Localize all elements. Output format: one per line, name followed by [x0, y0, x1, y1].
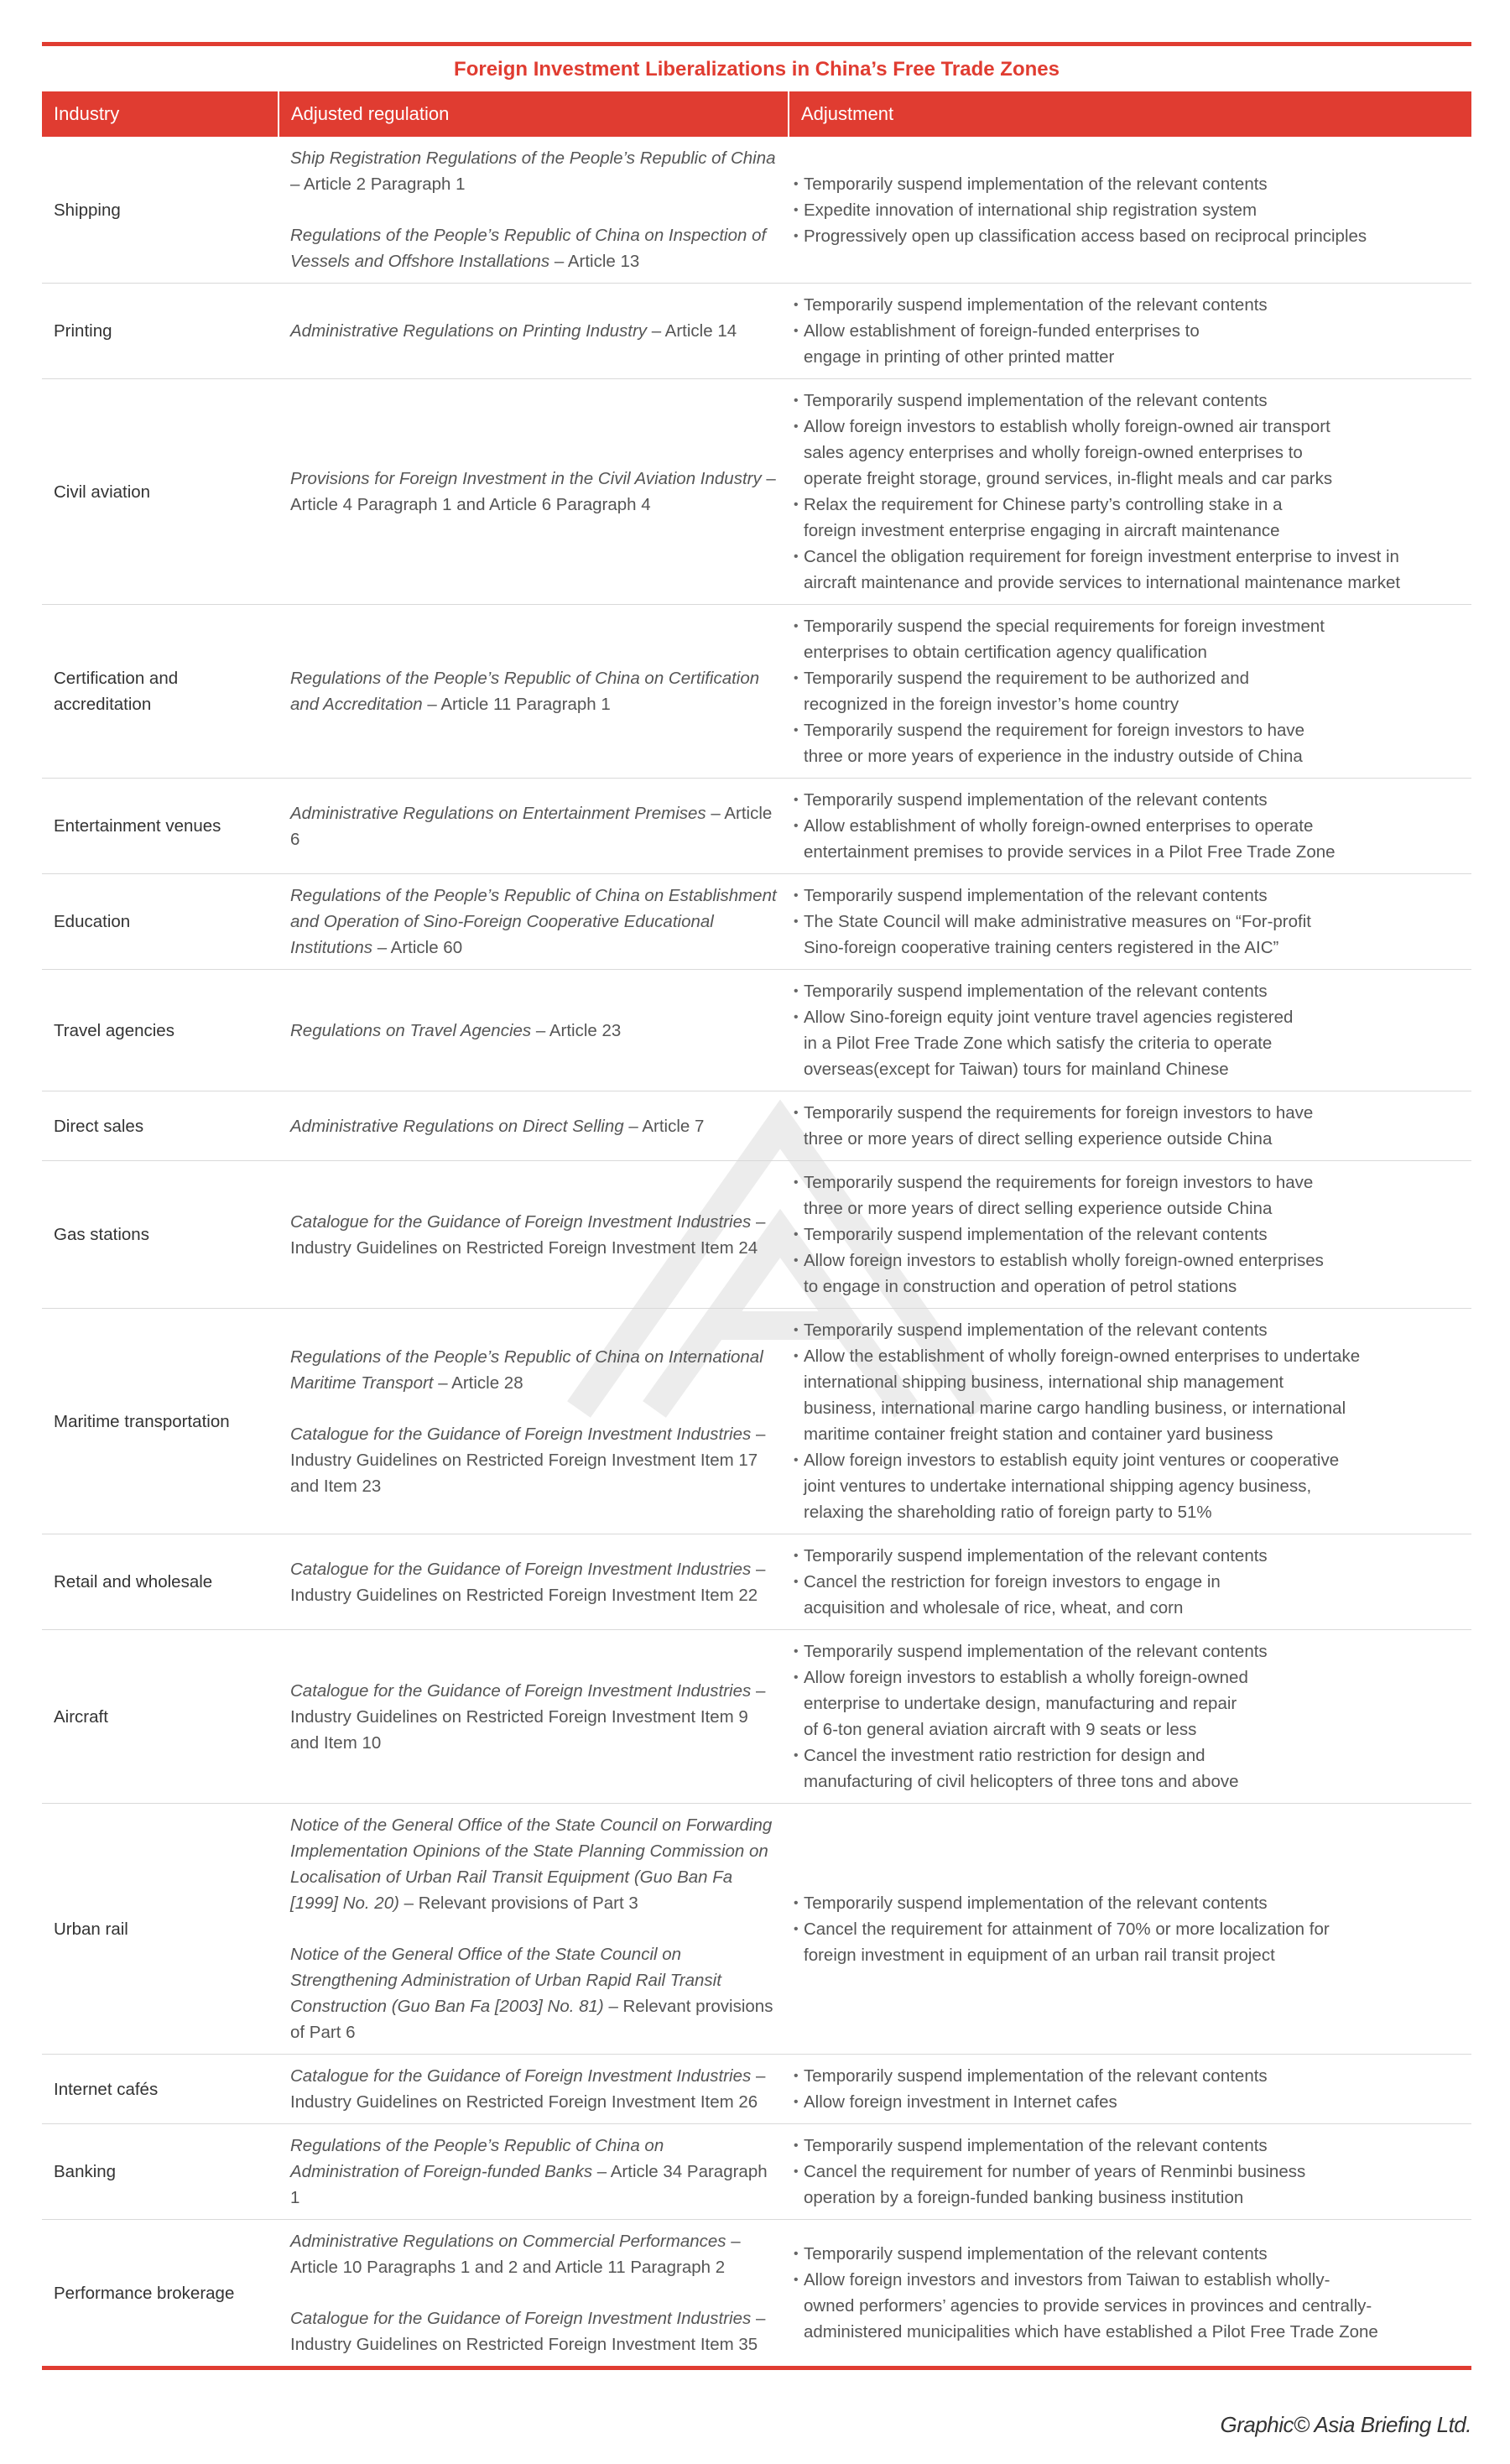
regulation-title: Catalogue for the Guidance of Foreign Investment Industries: [290, 1559, 752, 1579]
regulation-cell: [279, 1804, 789, 2055]
adjustment-item: • Allow foreign investors to establish a wholly foreign-owned enterprise to undertake design, manufacturing and repair of 6-ton general aviation aircraft with 9 seats or less: [794, 1664, 1460, 1743]
regulation-article: – Article 14: [647, 321, 737, 341]
regulation-cell: [279, 1091, 789, 1161]
regulation-article: – Article 34 Paragraph 1: [290, 2162, 768, 2207]
adjustment-item: • Temporarily suspend implementation of the relevant contents: [794, 388, 1460, 414]
industry-cell: Direct sales: [54, 1116, 144, 1136]
regulation-article: – Relevant provisions of Part 3: [398, 1894, 638, 1913]
adjustment-item: • Allow foreign investors to establish wholly foreign-owned enterprises to engage in construction and operation of petrol stations: [794, 1248, 1460, 1300]
table-row: [42, 2055, 1471, 2124]
table-row: [42, 970, 1471, 1091]
adjustment-item: • Temporarily suspend implementation of the relevant contents: [794, 2133, 1460, 2159]
regulation-article: – Article 4 Paragraph 1 and Article 6 Paragraph 4: [290, 469, 776, 514]
regulation-cell: [279, 605, 789, 779]
adjustment-item: • Allow establishment of wholly foreign-owned enterprises to operate entertainment premises to provide services in a Pilot Free Trade Zone: [794, 813, 1460, 865]
adjustment-item: • Allow foreign investors to establish equity joint ventures or cooperative joint ventures to undertake international shipping agency business, relaxing the shareholding ratio of foreign party to 51%: [794, 1447, 1460, 1525]
regulation-entry: [290, 1344, 777, 1396]
adjustment-item: • Cancel the requirement for number of years of Renminbi business operation by a foreign-funded banking business institution: [794, 2159, 1460, 2211]
industry-cell: Performance brokerage: [54, 2283, 235, 2303]
regulation-article: – Industry Guidelines on Restricted Foreign Investment Item 22: [290, 1559, 766, 1605]
regulation-cell: [279, 137, 789, 284]
adjustment-item: • Temporarily suspend the requirement for foreign investors to have three or more years of experience in the industry outside of China: [794, 717, 1460, 769]
regulation-title: Administrative Regulations on Entertainment Premises: [290, 803, 706, 823]
table-row: [42, 1534, 1471, 1630]
regulation-entry: [290, 2063, 777, 2115]
table-row: [42, 2124, 1471, 2220]
adjustment-cell: [789, 2220, 1471, 2367]
regulation-entry: [290, 2228, 777, 2280]
regulation-entry: [290, 2305, 777, 2357]
regulation-cell: [279, 2055, 789, 2124]
regulation-cell: [279, 1630, 789, 1804]
regulation-article: – Industry Guidelines on Restricted Foreign Investment Item 26: [290, 2066, 766, 2112]
adjustment-item: • Cancel the restriction for foreign investors to engage in acquisition and wholesale of rice, wheat, and corn: [794, 1569, 1460, 1621]
header-regulation: Adjusted regulation: [279, 91, 789, 137]
adjustment-item: • Temporarily suspend implementation of the relevant contents: [794, 1543, 1460, 1569]
regulation-entry: [290, 1209, 777, 1261]
regulation-title: Catalogue for the Guidance of Foreign Investment Industries: [290, 1680, 752, 1701]
table-row: [42, 779, 1471, 874]
regulation-title: Regulations of the People’s Republic of China on Establishment and Operation of Sino-Foreign Cooperative Educational Institutions: [290, 886, 777, 957]
adjustment-item: • Allow the establishment of wholly foreign-owned enterprises to undertake international shipping business, international ship management business, international marine cargo handling business, or international maritime container freight station and container yard business: [794, 1343, 1460, 1447]
regulation-cell: [279, 874, 789, 970]
regulation-title: Catalogue for the Guidance of Foreign Investment Industries: [290, 2066, 752, 2086]
regulation-article: – Article 23: [531, 1020, 622, 1040]
adjustment-list: [794, 388, 1460, 596]
regulation-title: Notice of the General Office of the State Council on Strengthening Administration of Urban Rapid Rail Transit Construction (Guo Ban Fa [2003] No. 81): [290, 1945, 721, 2016]
regulation-title: Catalogue for the Guidance of Foreign Investment Industries: [290, 2309, 752, 2328]
header-adjustment: Adjustment: [789, 91, 1471, 137]
adjustment-item: • Temporarily suspend implementation of the relevant contents: [794, 292, 1460, 318]
adjustment-cell: [789, 137, 1471, 284]
regulation-title: Regulations of the People’s Republic of China on Certification and Accreditation: [290, 669, 760, 714]
adjustment-item: • Temporarily suspend implementation of the relevant contents: [794, 2063, 1460, 2089]
adjustment-list: [794, 613, 1460, 769]
table-row: [42, 605, 1471, 779]
adjustment-cell: [789, 2124, 1471, 2220]
industry-cell: Certification and accreditation: [54, 669, 179, 714]
industry-cell: Printing: [54, 321, 112, 341]
adjustment-item: • Expedite innovation of international ship registration system: [794, 197, 1460, 223]
regulation-article: – Article 7: [623, 1116, 705, 1136]
table-row: [42, 1804, 1471, 2055]
regulation-cell: [279, 2124, 789, 2220]
adjustment-cell: [789, 970, 1471, 1091]
table-row: [42, 2220, 1471, 2367]
industry-cell: Travel agencies: [54, 1020, 174, 1040]
graphic-credit: Graphic© Asia Briefing Ltd.: [1220, 2412, 1471, 2437]
regulation-entry: [290, 222, 777, 274]
adjustment-list: [794, 978, 1460, 1082]
adjustment-list: [794, 292, 1460, 370]
table-row: [42, 1309, 1471, 1534]
industry-cell: Banking: [54, 2162, 117, 2181]
regulation-table: [42, 91, 1471, 2366]
table-row: [42, 1091, 1471, 1161]
regulation-entry: [290, 1678, 777, 1756]
adjustment-cell: [789, 1630, 1471, 1804]
regulation-entry: [290, 1113, 777, 1139]
adjustment-list: [794, 1543, 1460, 1621]
regulation-cell: [279, 284, 789, 379]
adjustment-list: [794, 1317, 1460, 1525]
adjustment-item: • Allow foreign investment in Internet cafes: [794, 2089, 1460, 2115]
table-row: [42, 137, 1471, 284]
bottom-rule: [42, 2366, 1471, 2370]
regulation-title: Ship Registration Regulations of the People’s Republic of China: [290, 148, 776, 168]
adjustment-list: [794, 787, 1460, 865]
document: [42, 42, 1471, 2370]
regulation-cell: [279, 1534, 789, 1630]
adjustment-list: [794, 2133, 1460, 2211]
regulation-cell: [279, 1309, 789, 1534]
industry-cell: Gas stations: [54, 1225, 149, 1244]
regulation-title: Catalogue for the Guidance of Foreign Investment Industries: [290, 1211, 752, 1232]
adjustment-list: [794, 1169, 1460, 1300]
adjustment-list: [794, 1890, 1460, 1968]
adjustment-cell: [789, 605, 1471, 779]
adjustment-list: [794, 1638, 1460, 1795]
regulation-title: Administrative Regulations on Printing Industry: [290, 321, 648, 341]
regulation-entry: [290, 1018, 777, 1044]
adjustment-item: • Temporarily suspend implementation of the relevant contents: [794, 1317, 1460, 1343]
industry-cell: Internet cafés: [54, 2079, 159, 2099]
regulation-title: Administrative Regulations on Commercial Performances: [290, 2232, 726, 2251]
regulation-article: – Article 6: [290, 803, 773, 849]
adjustment-item: • Temporarily suspend the special requirements for foreign investment enterprises to obtain certification agency qualification: [794, 613, 1460, 665]
adjustment-item: • Allow establishment of foreign-funded enterprises to engage in printing of other printed matter: [794, 318, 1460, 370]
adjustment-cell: [789, 379, 1471, 605]
adjustment-cell: [789, 1534, 1471, 1630]
regulation-title: Regulations of the People’s Republic of China on International Maritime Transport: [290, 1347, 763, 1393]
adjustment-cell: [789, 1804, 1471, 2055]
adjustment-list: [794, 2241, 1460, 2345]
adjustment-item: • Cancel the obligation requirement for foreign investment enterprise to invest in aircraft maintenance and provide services to international maintenance market: [794, 544, 1460, 596]
table-body: [42, 137, 1471, 2366]
adjustment-cell: [789, 779, 1471, 874]
regulation-article: – Industry Guidelines on Restricted Foreign Investment Item 35: [290, 2309, 766, 2354]
industry-cell: Entertainment venues: [54, 816, 221, 836]
adjustment-cell: [789, 1091, 1471, 1161]
adjustment-item: • Temporarily suspend the requirement to be authorized and recognized in the foreign investor’s home country: [794, 665, 1460, 717]
adjustment-item: • Temporarily suspend implementation of the relevant contents: [794, 787, 1460, 813]
industry-cell: Aircraft: [54, 1706, 108, 1727]
adjustment-item: • Temporarily suspend implementation of the relevant contents: [794, 1638, 1460, 1664]
adjustment-item: • Progressively open up classification access based on reciprocal principles: [794, 223, 1460, 249]
regulation-article: – Article 60: [372, 938, 463, 957]
table-row: [42, 284, 1471, 379]
adjustment-item: • Temporarily suspend the requirements for foreign investors to have three or more years of direct selling experience outside China: [794, 1169, 1460, 1222]
regulation-title: Regulations on Travel Agencies: [290, 1020, 532, 1040]
table-row: [42, 1161, 1471, 1309]
regulation-cell: [279, 379, 789, 605]
adjustment-cell: [789, 2055, 1471, 2124]
industry-cell: Civil aviation: [54, 482, 151, 502]
adjustment-item: • Temporarily suspend the requirements for foreign investors to have three or more years of direct selling experience outside China: [794, 1100, 1460, 1152]
adjustment-item: • Temporarily suspend implementation of the relevant contents: [794, 1222, 1460, 1248]
regulation-entry: [290, 466, 777, 518]
regulation-article: – Industry Guidelines on Restricted Foreign Investment Item 9 and Item 10: [290, 1680, 766, 1753]
adjustment-item: • Allow Sino-foreign equity joint venture travel agencies registered in a Pilot Free Trade Zone which satisfy the criteria to operate overseas(except for Taiwan) tours for mainland Chinese: [794, 1004, 1460, 1082]
industry-cell: Education: [54, 912, 131, 931]
industry-cell: Maritime transportation: [54, 1411, 230, 1431]
adjustment-item: • Temporarily suspend implementation of the relevant contents: [794, 883, 1460, 909]
regulation-article: – Article 11 Paragraph 1: [422, 695, 611, 714]
regulation-entry: [290, 800, 777, 852]
regulation-article: – Article 28: [433, 1373, 523, 1393]
adjustment-cell: [789, 284, 1471, 379]
header-industry: Industry: [42, 91, 279, 137]
adjustment-item: • Cancel the requirement for attainment of 70% or more localization for foreign investment in equipment of an urban rail transit project: [794, 1916, 1460, 1968]
adjustment-cell: [789, 874, 1471, 970]
regulation-article: – Article 13: [549, 252, 640, 271]
regulation-article: – Industry Guidelines on Restricted Foreign Investment Item 17 and Item 23: [290, 1424, 766, 1496]
adjustment-item: • Allow foreign investors to establish wholly foreign-owned air transport sales agency enterprises and wholly foreign-owned enterprises to operate freight storage, ground services, in-flight meals and car parks: [794, 414, 1460, 492]
adjustment-item: • Temporarily suspend implementation of the relevant contents: [794, 2241, 1460, 2267]
adjustment-item: • Temporarily suspend implementation of the relevant contents: [794, 1890, 1460, 1916]
regulation-title: Provisions for Foreign Investment in the Civil Aviation Industry: [290, 469, 762, 488]
page-title: Foreign Investment Liberalizations in China’s Free Trade Zones: [454, 58, 1060, 81]
regulation-entry: [290, 1556, 777, 1608]
adjustment-item: • Temporarily suspend implementation of the relevant contents: [794, 171, 1460, 197]
regulation-entry: [290, 318, 777, 344]
adjustment-item: • The State Council will make administrative measures on “For-profit Sino-foreign cooperative training centers registered in the AIC”: [794, 909, 1460, 961]
regulation-title: Notice of the General Office of the State Council on Forwarding Implementation Opinions of the State Planning Commission on Localisation of Urban Rail Transit Equipment (Guo Ban Fa [1999] No. 20): [290, 1815, 773, 1913]
table-row: [42, 874, 1471, 970]
regulation-cell: [279, 2220, 789, 2367]
regulation-article: – Industry Guidelines on Restricted Foreign Investment Item 24: [290, 1211, 766, 1258]
adjustment-list: [794, 1100, 1460, 1152]
table-row: [42, 1630, 1471, 1804]
regulation-entry: [290, 1812, 777, 1916]
adjustment-item: • Cancel the investment ratio restriction for design and manufacturing of civil helicopters of three tons and above: [794, 1743, 1460, 1795]
regulation-entry: [290, 1421, 777, 1499]
regulation-title: Catalogue for the Guidance of Foreign Investment Industries: [290, 1424, 752, 1444]
regulation-entry: [290, 665, 777, 717]
adjustment-item: • Relax the requirement for Chinese party’s controlling stake in a foreign investment enterprise engaging in aircraft maintenance: [794, 492, 1460, 544]
regulation-entry: [290, 1941, 777, 2045]
regulation-entry: [290, 2133, 777, 2211]
table-row: [42, 379, 1471, 605]
adjustment-item: • Allow foreign investors and investors from Taiwan to establish wholly- owned performers’ agencies to provide services in provinces and centrally- administered municipalities which have established a Pilot Free Trade Zone: [794, 2267, 1460, 2345]
regulation-title: Regulations of the People’s Republic of China on Administration of Foreign-funded Banks: [290, 2136, 664, 2181]
adjustment-cell: [789, 1309, 1471, 1534]
table-header-row: [42, 91, 1471, 137]
industry-cell: Shipping: [54, 200, 121, 220]
regulation-article: – Article 2 Paragraph 1: [290, 175, 466, 194]
adjustment-list: [794, 171, 1460, 249]
regulation-cell: [279, 779, 789, 874]
regulation-article: – Relevant provisions of Part 6: [290, 1997, 773, 2042]
adjustment-cell: [789, 1161, 1471, 1309]
regulation-cell: [279, 970, 789, 1091]
regulation-entry: [290, 145, 777, 197]
industry-cell: Retail and wholesale: [54, 1572, 213, 1591]
industry-cell: Urban rail: [54, 1919, 128, 1939]
adjustment-list: [794, 883, 1460, 961]
regulation-title: Regulations of the People’s Republic of China on Inspection of Vessels and Offshore Installations: [290, 226, 767, 271]
adjustment-list: [794, 2063, 1460, 2115]
regulation-title: Administrative Regulations on Direct Selling: [290, 1116, 624, 1136]
regulation-cell: [279, 1161, 789, 1309]
regulation-entry: [290, 883, 777, 961]
regulation-article: – Article 10 Paragraphs 1 and 2 and Article 11 Paragraph 2: [290, 2232, 741, 2277]
adjustment-item: • Temporarily suspend implementation of the relevant contents: [794, 978, 1460, 1004]
